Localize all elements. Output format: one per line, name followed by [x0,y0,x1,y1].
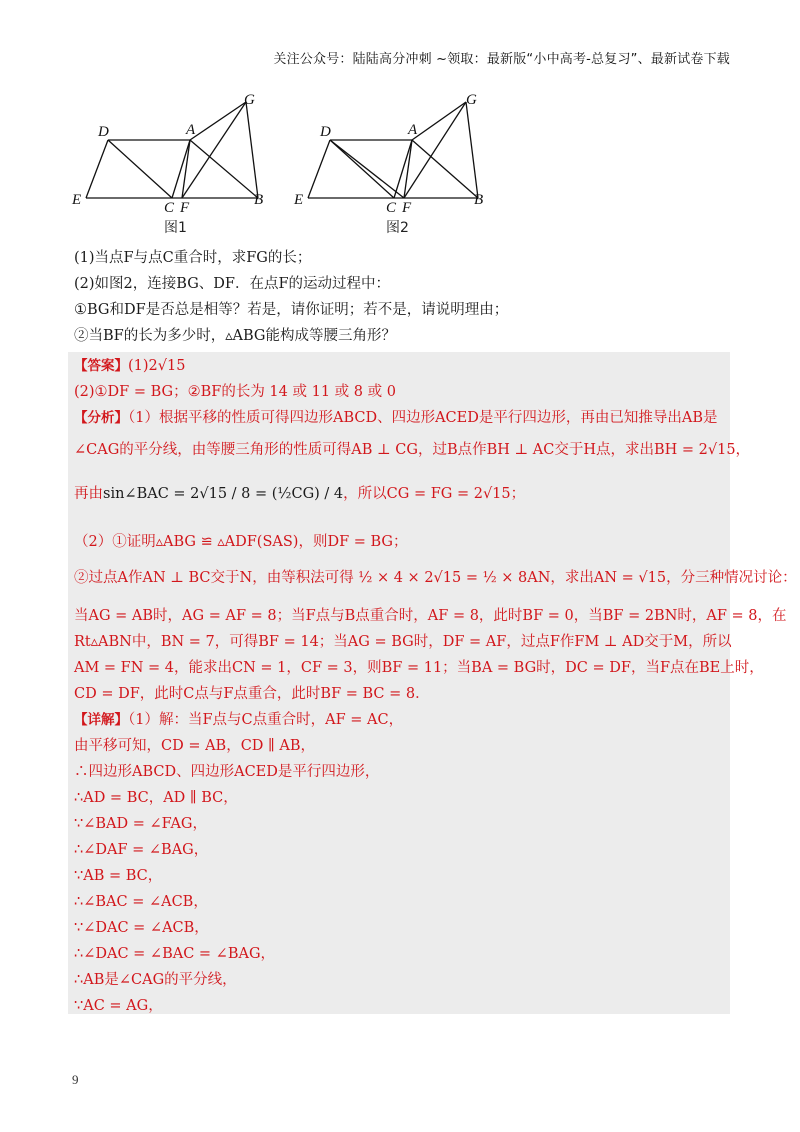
analysis-line-1 [74,408,718,428]
analysis-line-9: CD = DF，此时C点与F点重合，此时BF = BC = 8． [74,686,430,702]
detail-line-5: ∵∠BAD = ∠FAG， [74,816,207,832]
fig1-point-G: G [244,92,255,108]
analysis-line-4: （2）①证明▵ABG ≌ ▵ADF(SAS)，则DF = BG； [74,534,408,550]
detail-line-7: ∵AB = BC， [74,868,163,884]
fig2-point-E: E [294,192,304,208]
detail-tag: 【详解】 [74,712,128,728]
analysis-line-3 [74,484,525,504]
answer-tag: 【答案】 [74,358,128,374]
detail-line-1 [74,710,403,730]
fig2-point-A: A [408,122,418,138]
detail-line-8: ∴∠BAC = ∠ACB， [74,894,208,910]
analysis-text-3-post: ，所以CG = FG = 2√15； [343,486,526,502]
figure-2 [308,102,478,198]
question-2a: ①BG和DF是否总是相等？若是，请你证明；若不是，请说明理由； [74,302,509,318]
answer-part-1: (1)2√15 [128,358,186,374]
analysis-line-8: AM = FN = 4，能求出CN = 1，CF = 3，则BF = 11；当BA = BG时，DC = DF，当F点在BE上时， [74,660,764,676]
fig1-point-C: C [164,200,175,216]
answer-line-1 [74,356,185,376]
detail-text-1: （1）解：当F点与C点重合时，AF = AC， [128,712,404,728]
fig1-point-A: A [186,122,196,138]
question-2: (2)如图2，连接BG、DF．在点F的运动过程中： [74,276,391,292]
question-2b: ②当BF的长为多少时，▵ABG能构成等腰三角形？ [74,328,396,344]
analysis-line-6: 当AG = AB时，AG = AF = 8；当F点与B点重合时，AF = 8，此时BF = 0，当BF = 2BN时，AF = 8，在 [74,608,787,624]
fig1-point-D: D [98,124,109,140]
fig2-caption: 图2 [386,220,409,236]
analysis-text-3-pre: 再由 [74,486,103,502]
answer-line-2: (2)①DF = BG；②BF的长为 14 或 11 或 8 或 0 [74,384,396,400]
analysis-line-2: ∠CAG的平分线，由等腰三角形的性质可得AB ⊥ CG，过B点作BH ⊥ AC交于H点，求出BH = 2√15， [74,442,751,458]
analysis-line-5: ②过点A作AN ⊥ BC交于N，由等积法可得 ½ × 4 × 2√15 = ½ × 8AN，求出AN = √15，分三种情况讨论： [74,570,797,586]
question-1: (1)当点F与点C重合时，求FG的长； [74,250,312,266]
fig2-point-C: C [386,200,397,216]
fig1-caption: 图1 [164,220,187,236]
page-header: 关注公众号：陆陆高分冲刺 ~领取：最新版“小中高考-总复习”、最新试卷下载 [273,52,730,67]
detail-line-2: 由平移可知，CD = AB，CD ∥ AB， [74,738,315,754]
detail-line-9: ∵∠DAC = ∠ACB， [74,920,209,936]
fig1-point-B: B [254,192,264,208]
detail-line-11: ∴AB是∠CAG的平分线， [74,972,237,988]
detail-line-3: ∴四边形ABCD、四边形ACED是平行四边形， [74,764,380,780]
analysis-line-7: Rt▵ABN中，BN = 7，可得BF = 14；当AG = BG时，DF = AF，过点F作FM ⊥ AD交于M，所以 [74,634,732,650]
figures-svg [68,90,508,240]
fig2-point-F: F [402,200,412,216]
fig2-point-G: G [466,92,477,108]
detail-line-4: ∴AD = BC，AD ∥ BC， [74,790,238,806]
detail-line-6: ∴∠DAF = ∠BAG， [74,842,209,858]
analysis-tag: 【分析】 [74,410,128,426]
fig2-point-B: B [474,192,484,208]
fig1-point-E: E [72,192,82,208]
figure-1 [86,102,258,198]
fig2-point-D: D [320,124,331,140]
page-number: 9 [72,1072,79,1087]
detail-line-12: ∵AC = AG， [74,998,163,1014]
fig1-point-F: F [180,200,190,216]
analysis-text-1: （1）根据平移的性质可得四边形ABCD、四边形ACED是平行四边形，再由已知推导出AB是 [128,410,718,426]
geometry-figures [68,90,508,240]
analysis-formula: sin∠BAC = 2√15 / 8 = (½CG) / 4 [103,486,344,502]
detail-line-10: ∴∠DAC = ∠BAC = ∠BAG， [74,946,276,962]
